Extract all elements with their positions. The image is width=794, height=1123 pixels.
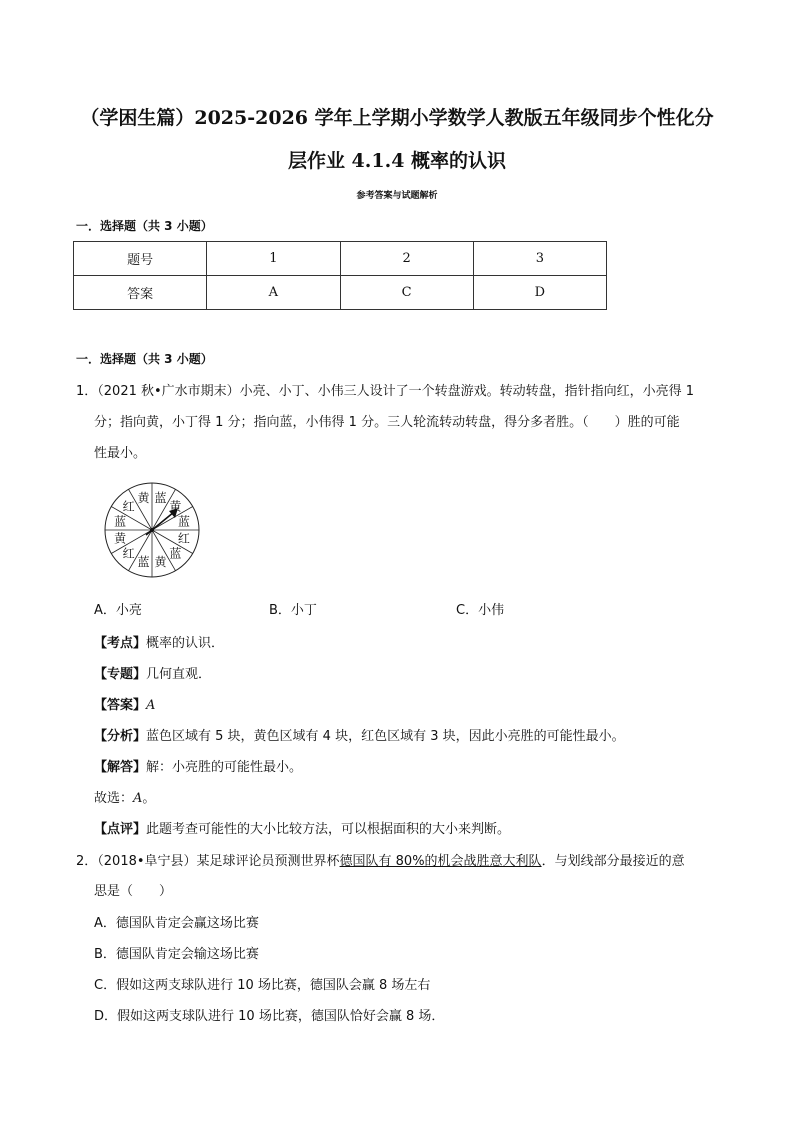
guxuan-prefix: 故选： xyxy=(94,791,134,806)
daan-tag: 【答案】 xyxy=(94,698,147,713)
wheel-sector-label: 红 xyxy=(122,499,135,514)
dianping-text: 此题考查可能性的大小比较方法，可以根据面积的大小来判断。 xyxy=(146,822,511,837)
wheel-sector-label: 黄 xyxy=(154,554,167,569)
zhuanti-tag: 【专题】 xyxy=(94,667,147,682)
q1-kaodian xyxy=(94,632,224,651)
q2-stem-prefix: 2．（2018•阜宁县）某足球评论员预测世界杯 xyxy=(76,854,340,869)
answer-section-heading: 一．选择题（共 3 小题） xyxy=(76,219,213,233)
spinner-hub xyxy=(150,528,154,532)
document-title-line-1: （学困生篇）2025-2026 学年上学期小学数学人教版五年级同步个性化分 xyxy=(80,107,714,129)
wheel-sector-label: 蓝 xyxy=(169,546,182,561)
wheel-sector-label: 蓝 xyxy=(177,514,190,529)
q2-option-a: A．德国队肯定会赢这场比赛 xyxy=(94,916,259,931)
detail-section-heading: 一．选择题（共 3 小题） xyxy=(76,352,213,366)
wheel-sector-label: 黄 xyxy=(137,491,150,506)
q2-option-c: C．假如这两支球队进行 10 场比赛，德国队会赢 8 场左右 xyxy=(94,978,431,993)
q2-underlined-phrase: 德国队有 80%的机会战胜意大利队 xyxy=(339,854,542,869)
q1-daan xyxy=(94,694,155,713)
answer-table xyxy=(73,241,607,310)
q1-fenxi xyxy=(94,725,625,744)
q2-stem-line-2: 思是（ ） xyxy=(94,884,173,899)
q2-option-b: B．德国队肯定会输这场比赛 xyxy=(94,947,259,962)
document-subtitle: 参考答案与试题解析 xyxy=(356,191,438,201)
wheel-sector-label: 蓝 xyxy=(137,554,150,569)
daan-text: A xyxy=(146,698,156,713)
q1-stem-line-3: 性最小。 xyxy=(94,446,147,461)
kaodian-tag: 【考点】 xyxy=(94,636,147,651)
guxuan-suffix: 。 xyxy=(142,791,156,806)
q1-option-c: C．小伟 xyxy=(456,603,505,618)
spinner-wheel-figure xyxy=(95,480,210,580)
table-cell: C xyxy=(340,276,473,310)
table-row xyxy=(74,276,607,310)
q2-stem-line-1 xyxy=(76,850,685,869)
fenxi-text: 蓝色区域有 5 块，黄色区域有 4 块，红色区域有 3 块，因此小亮胜的可能性最小。 xyxy=(146,729,625,744)
q1-option-a: A．小亮 xyxy=(94,603,142,618)
wheel-sector-label: 黄 xyxy=(114,531,127,546)
kaodian-text: 概率的认识． xyxy=(146,636,225,651)
dianping-tag: 【点评】 xyxy=(94,822,147,837)
fenxi-tag: 【分析】 xyxy=(94,729,147,744)
table-cell: A xyxy=(207,276,340,310)
wheel-sector-label: 蓝 xyxy=(154,491,167,506)
document-title-line-2: 层作业 4.1.4 概率的认识 xyxy=(287,150,507,172)
wheel-sector-label: 红 xyxy=(177,531,190,546)
wheel-sector-label: 红 xyxy=(122,546,135,561)
table-cell-label: 答案 xyxy=(74,276,207,310)
table-cell: 1 xyxy=(207,242,340,276)
table-cell-label: 题号 xyxy=(74,242,207,276)
q1-zhuanti xyxy=(94,663,211,682)
q2-option-d: D．假如这两支球队进行 10 场比赛，德国队恰好会赢 8 场． xyxy=(94,1009,445,1024)
guxuan-answer: A xyxy=(133,791,143,806)
q1-dianping xyxy=(94,818,510,837)
table-cell: 2 xyxy=(340,242,473,276)
table-cell: 3 xyxy=(473,242,606,276)
q1-option-b: B．小丁 xyxy=(269,603,317,618)
jieda-text: 解：小亮胜的可能性最小。 xyxy=(146,760,303,775)
zhuanti-text: 几何直观． xyxy=(146,667,212,682)
q2-stem-suffix: ．与划线部分最接近的意 xyxy=(541,854,685,869)
q1-stem-line-2: 分；指向黄，小丁得 1 分；指向蓝，小伟得 1 分。三人轮流转动转盘，得分多者胜。（ ）胜的可能 xyxy=(94,415,680,430)
q1-stem-line-1: 1．（2021 秋•广水市期末）小亮、小丁、小伟三人设计了一个转盘游戏。转动转盘，指针指向红，小亮得 1 xyxy=(76,384,695,399)
wheel-sector-label: 黄 xyxy=(169,499,182,514)
q1-guxuan xyxy=(94,787,155,806)
q1-jieda xyxy=(94,756,302,775)
table-cell: D xyxy=(473,276,606,310)
jieda-tag: 【解答】 xyxy=(94,760,147,775)
wheel-sector-label: 蓝 xyxy=(114,514,127,529)
table-row xyxy=(74,242,607,276)
